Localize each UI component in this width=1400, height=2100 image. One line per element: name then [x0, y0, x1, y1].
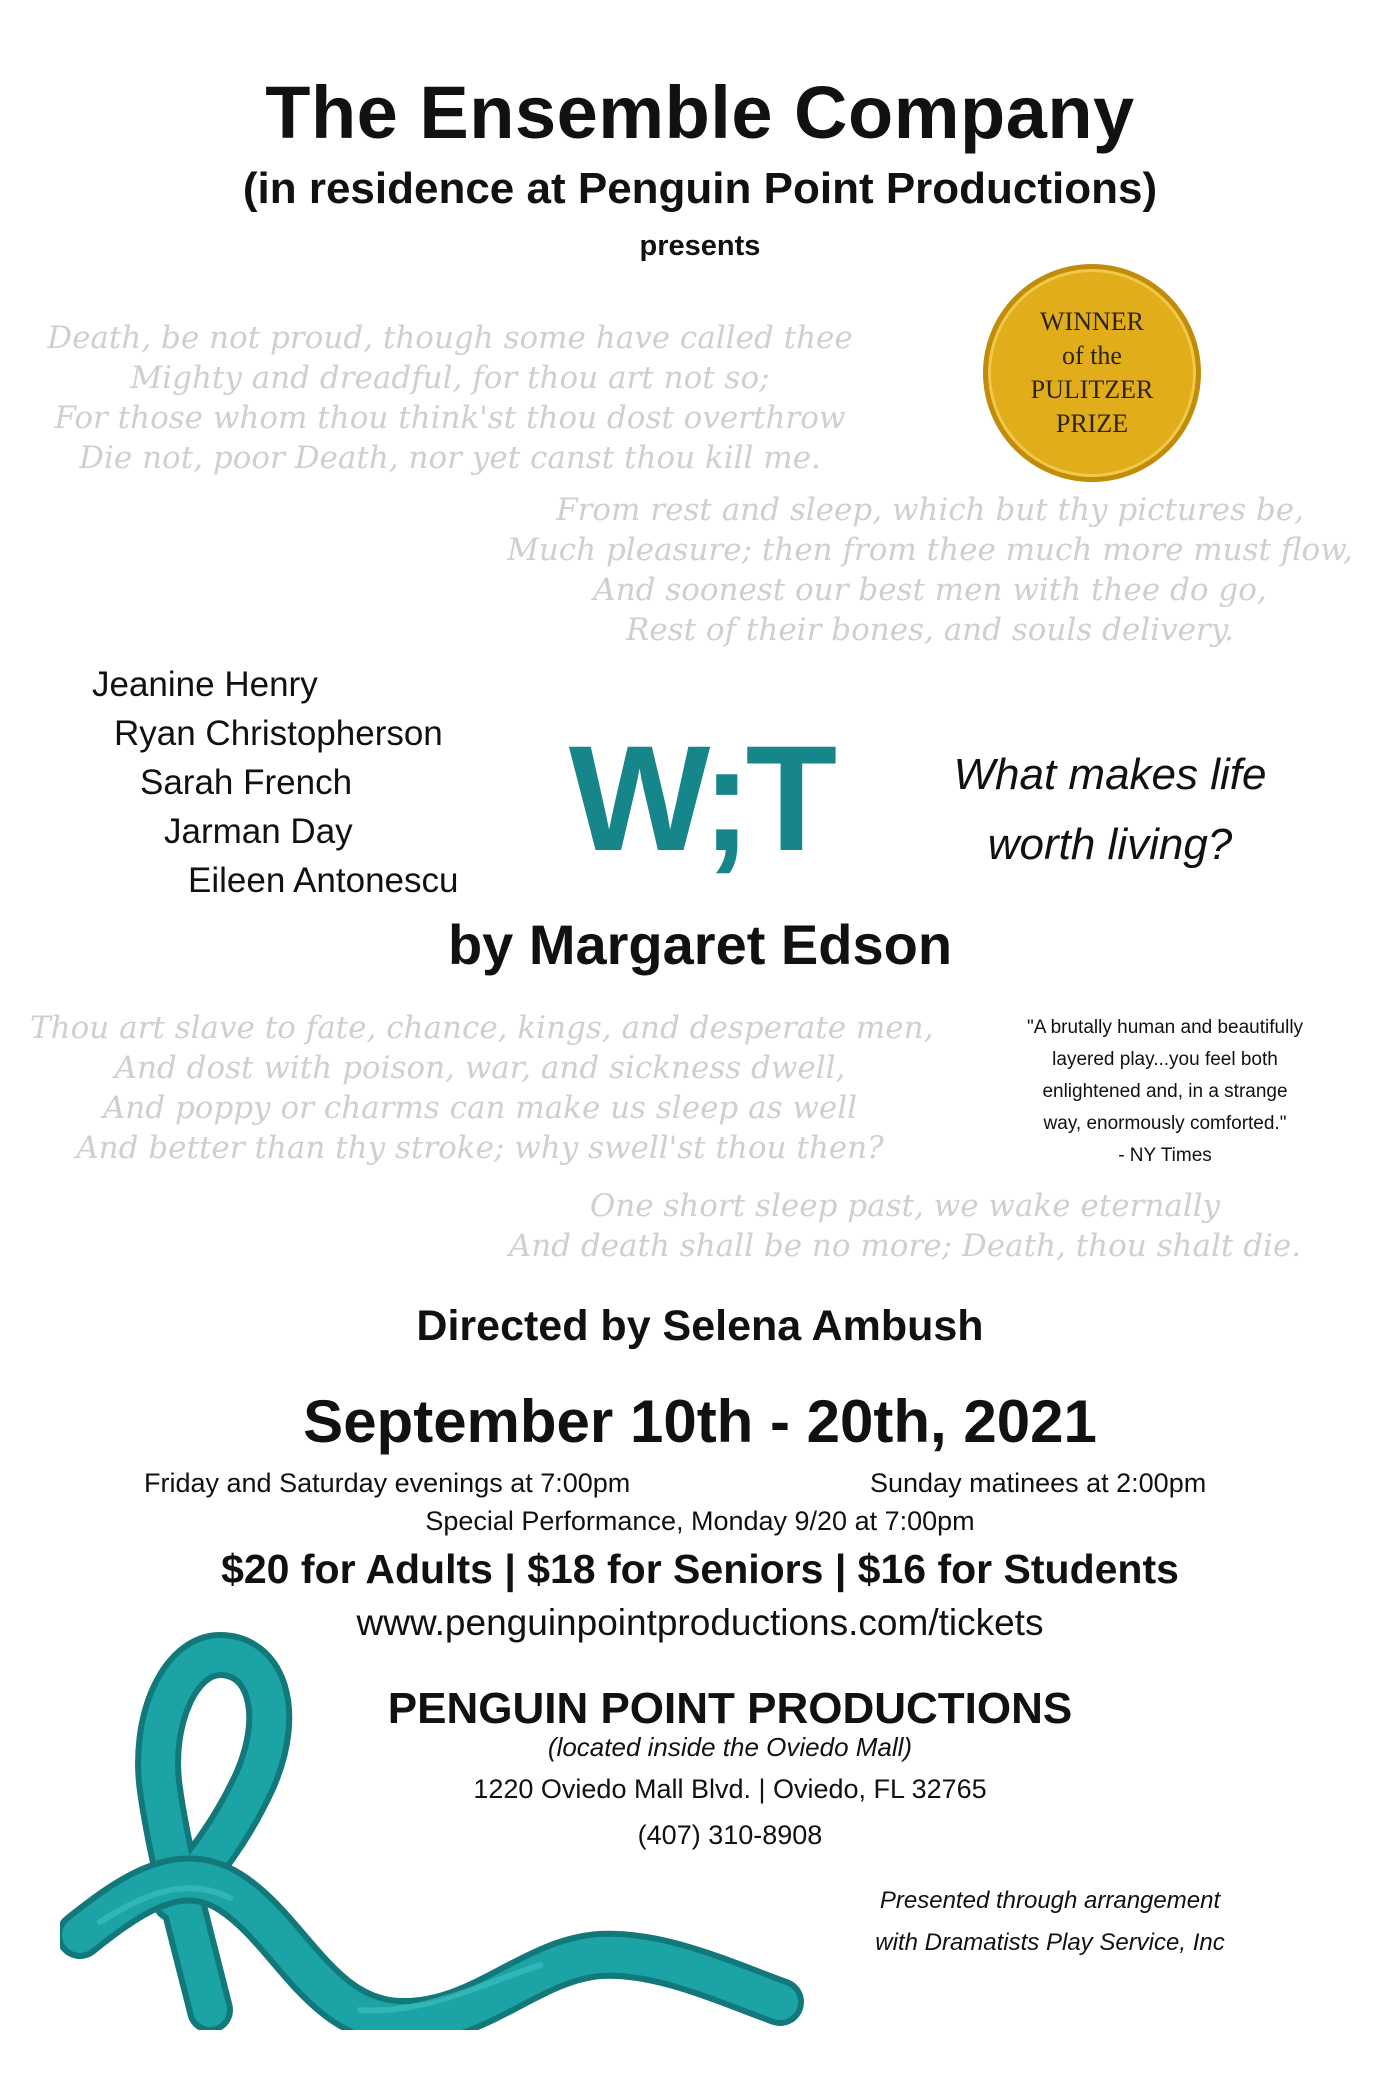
- review-quote: [980, 1012, 1350, 1172]
- seal-line: PRIZE: [1055, 409, 1129, 438]
- poem-line: And better than thy stroke; why swell'st thou then?: [76, 1130, 884, 1166]
- review-line: enlightened and, in a strange: [1042, 1081, 1288, 1102]
- review-source: - NY Times: [1118, 1145, 1212, 1166]
- residence-subtitle: (in residence at Penguin Point Productions): [242, 164, 1158, 213]
- credit-line-1: Presented through arrangement: [879, 1887, 1221, 1914]
- poem-line: For those whom thou think'st thou dost overthrow: [54, 400, 846, 436]
- review-line: layered play...you feel both: [1052, 1049, 1278, 1070]
- poem-line: And dost with poison, war, and sickness dwell,: [114, 1050, 846, 1086]
- poem-stanza-4: [490, 1186, 1320, 1266]
- wit-logo: [540, 718, 860, 878]
- evening-schedule: Friday and Saturday evenings at 7:00pm: [144, 1468, 631, 1498]
- licensing-credit: [830, 1880, 1270, 1964]
- cast-member: Eileen Antonescu: [188, 861, 459, 900]
- tagline-line-1: What makes life: [953, 750, 1267, 799]
- poem-line: And poppy or charms can make us sleep as well: [102, 1090, 858, 1126]
- director-credit: Directed by Selena Ambush: [416, 1302, 984, 1350]
- seal-line: PULITZER: [1030, 375, 1154, 404]
- cast-member: Ryan Christopherson: [114, 714, 443, 753]
- poem-line: Die not, poor Death, nor yet canst thou kill me.: [79, 440, 821, 476]
- venue-name: PENGUIN POINT PRODUCTIONS: [387, 1684, 1073, 1733]
- poem-stanza-3: [30, 1008, 934, 1168]
- review-line: way, enormously comforted.": [1043, 1113, 1287, 1134]
- tagline-line-2: worth living?: [987, 820, 1233, 869]
- tagline: [880, 740, 1340, 880]
- poem-line: Rest of their bones, and souls delivery.: [626, 612, 1234, 648]
- presents-label: presents: [639, 230, 761, 262]
- ticket-prices: $20 for Adults | $18 for Seniors | $16 for Students: [221, 1546, 1179, 1592]
- cast-member: Jarman Day: [164, 812, 353, 851]
- run-dates: September 10th - 20th, 2021: [303, 1388, 1097, 1455]
- company-title: The Ensemble Company: [265, 71, 1135, 154]
- author-credit: by Margaret Edson: [447, 913, 953, 976]
- poem-stanza-1: [40, 318, 860, 478]
- wit-logo-text: W;T: [568, 718, 832, 878]
- poem-line: One short sleep past, we wake eternally: [589, 1188, 1221, 1224]
- review-line: "A brutally human and beautifully: [1026, 1017, 1304, 1038]
- poem-line: And death shall be no more; Death, thou shalt die.: [508, 1228, 1302, 1264]
- poem-line: From rest and sleep, which but thy pictures be,: [556, 492, 1304, 528]
- credit-line-2: with Dramatists Play Service, Inc: [875, 1929, 1225, 1956]
- matinee-schedule: Sunday matinees at 2:00pm: [870, 1468, 1207, 1498]
- seal-line: WINNER: [1040, 307, 1144, 336]
- cast-list: [92, 660, 458, 905]
- poem-line: And soonest our best men with thee do go,: [593, 572, 1267, 608]
- poem-line: Mighty and dreadful, for thou art not so;: [130, 360, 770, 396]
- poem-line: Death, be not proud, though some have called thee: [47, 320, 853, 356]
- special-performance: Special Performance, Monday 9/20 at 7:00pm: [425, 1506, 975, 1536]
- venue-address: 1220 Oviedo Mall Blvd. | Oviedo, FL 32765: [473, 1774, 987, 1804]
- venue-note: (located inside the Oviedo Mall): [547, 1732, 913, 1762]
- venue-phone: (407) 310-8908: [637, 1820, 823, 1850]
- seal-line: of the: [1062, 341, 1122, 370]
- cast-member: Sarah French: [140, 763, 353, 802]
- poem-line: Thou art slave to fate, chance, kings, and desperate men,: [30, 1010, 934, 1046]
- cast-member: Jeanine Henry: [92, 665, 318, 704]
- ticket-url[interactable]: www.penguinpointproductions.com/tickets: [356, 1602, 1044, 1643]
- pulitzer-seal: [983, 264, 1201, 482]
- poem-line: Much pleasure; then from thee much more must flow,: [507, 532, 1353, 568]
- poem-stanza-2: [500, 490, 1360, 650]
